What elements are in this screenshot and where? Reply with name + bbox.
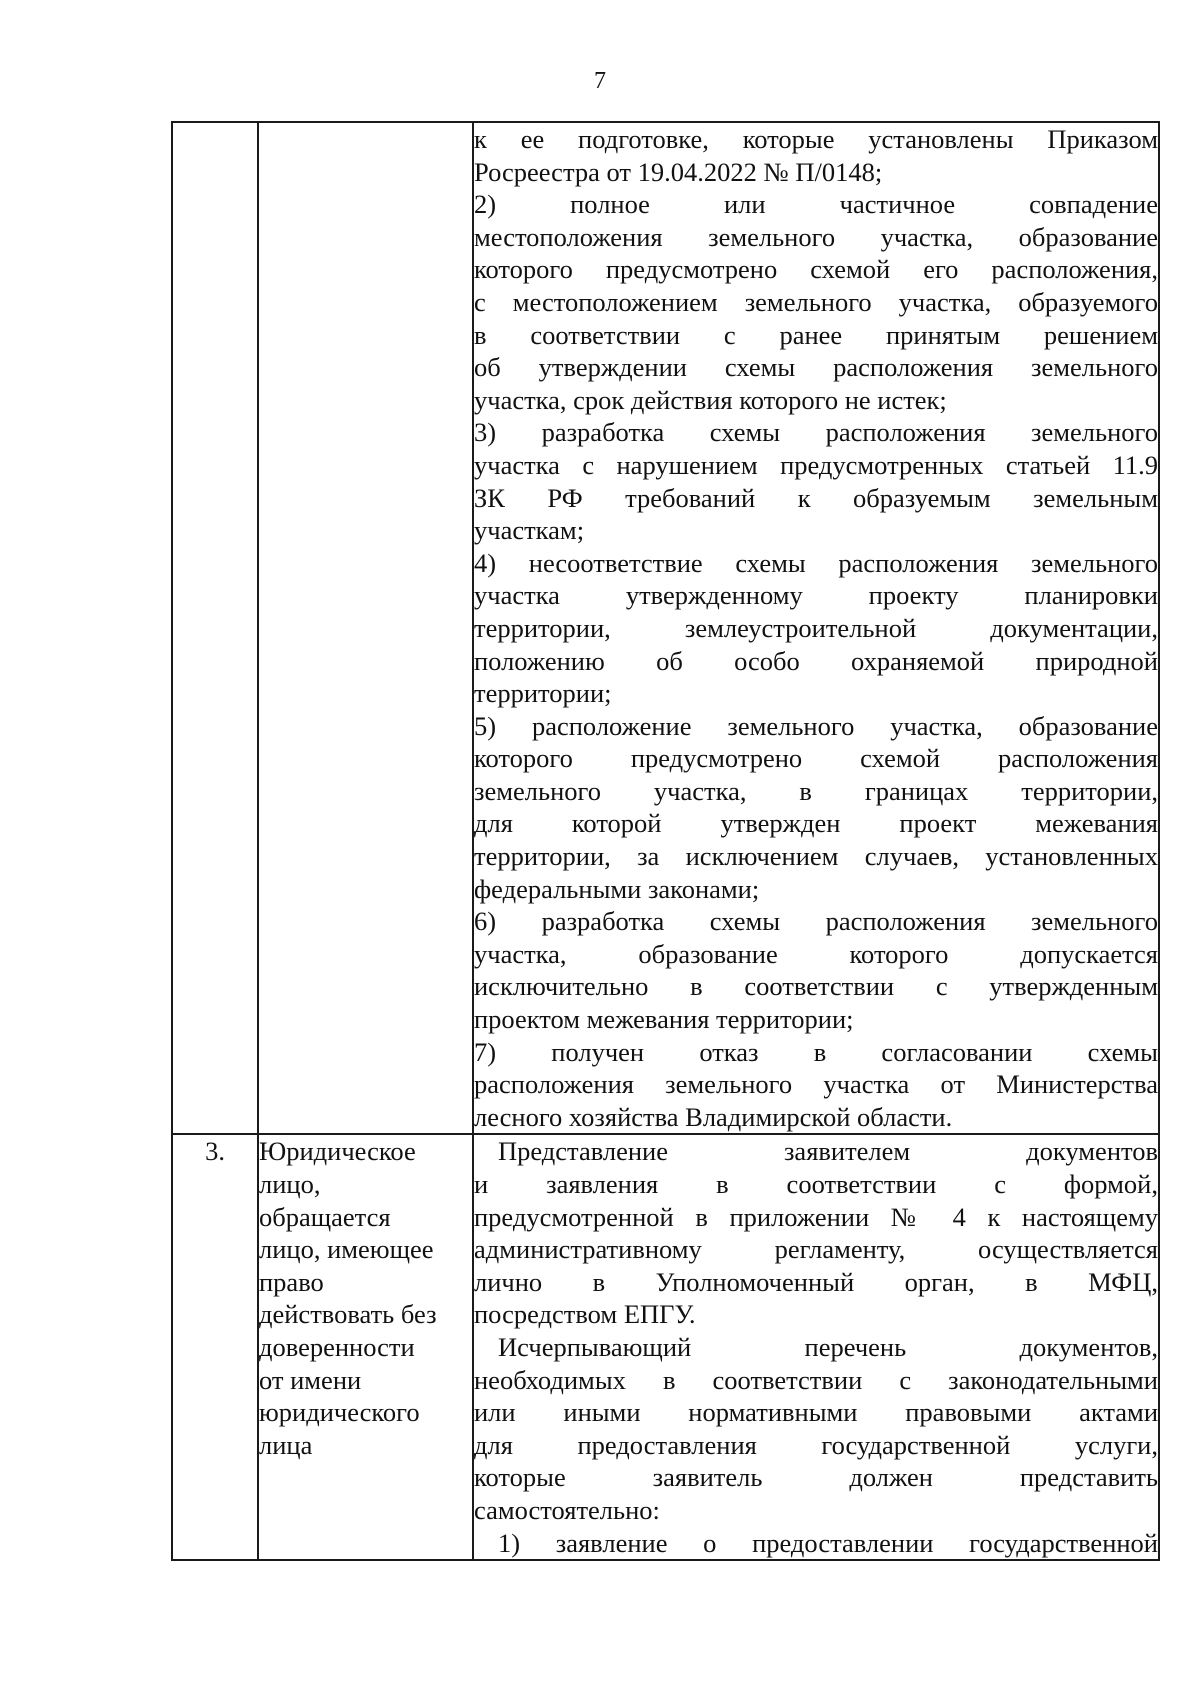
text-line: 5) расположение земельного участка, образование [474, 710, 1158, 741]
text-line: Росреестра от 19.04.2022 № П/0148; [474, 156, 883, 187]
applicant-line: Юридическое [259, 1136, 416, 1167]
applicant-line: лица [259, 1429, 313, 1460]
text-line: или иными нормативными правовыми актами [474, 1397, 1158, 1428]
text-line: 2) полное или частичное совпадение [474, 189, 1158, 220]
text-line: участка, срок действия которого не истек; [474, 384, 947, 415]
documents-text-cell [473, 1134, 1159, 1560]
text-line: самостоятельно: [474, 1494, 660, 1525]
table-row [172, 1134, 1159, 1560]
text-line: проектом межевания территории; [474, 1004, 854, 1035]
text-line: местоположения земельного участка, образование [474, 221, 1158, 252]
applicant-line: право [259, 1266, 324, 1297]
text-line: которого предусмотрено схемой расположения [474, 743, 1158, 774]
applicant-line: от имени [259, 1364, 362, 1395]
text-line: Исчерпывающий перечень документов, [498, 1331, 1158, 1362]
text-line: об утверждении схемы расположения земельного [474, 352, 1158, 383]
page-number: 7 [594, 68, 606, 94]
text-line: участка с нарушением предусмотренных статьей 11.9 [474, 449, 1158, 480]
applicant-line: лицо, [259, 1169, 321, 1199]
text-line: и заявления в соответствии с формой, [474, 1169, 1158, 1199]
text-line: 4) несоответствие схемы расположения земельного [474, 547, 1158, 578]
text-line: для которой утвержден проект межевания [474, 808, 1158, 839]
text-line: посредством ЕПГУ. [474, 1299, 696, 1330]
text-line: в соответствии с ранее принятым решением [474, 319, 1158, 350]
applicant-line: обращается [259, 1201, 391, 1232]
text-line: административному регламенту, осуществляется [474, 1234, 1158, 1265]
text-line: территории; [474, 678, 612, 709]
grounds-text-cell [473, 122, 1159, 1134]
text-line: положению об особо охраняемой природной [474, 645, 1158, 676]
applicant-line: лицо, имеющее [259, 1234, 434, 1265]
text-line: необходимых в соответствии с законодательными [474, 1364, 1158, 1395]
table-row [172, 122, 1159, 1134]
row-number-cell [172, 122, 258, 1134]
text-line: лично в Уполномоченный орган, в МФЦ, [474, 1266, 1158, 1297]
text-line: исключительно в соответствии с утвержденным [474, 971, 1158, 1002]
requirements-table [171, 121, 1160, 1561]
row-number-cell: 3. [172, 1134, 258, 1560]
text-line: ЗК РФ требований к образуемым земельным [474, 482, 1158, 513]
text-line: 1) заявление о предоставлении государственной [498, 1527, 1158, 1558]
text-line: территории, за исключением случаев, установленных [474, 841, 1158, 872]
applicant-line: юридического [259, 1397, 420, 1428]
text-line: к ее подготовке, которые установлены Приказом [474, 124, 1158, 154]
text-line: 3) разработка схемы расположения земельного [474, 417, 1158, 448]
text-line: 6) разработка схемы расположения земельного [474, 906, 1158, 937]
text-line: расположения земельного участка от Министерства [474, 1069, 1158, 1100]
text-line: которые заявитель должен представить [474, 1462, 1158, 1493]
text-line: предусмотренной в приложении № 4 к настоящему [474, 1201, 1158, 1232]
text-line: для предоставления государственной услуги, [474, 1429, 1158, 1460]
text-line: 7) получен отказ в согласовании схемы [474, 1036, 1158, 1067]
applicant-cell [258, 1134, 473, 1560]
text-line: лесного хозяйства Владимирской области. [474, 1101, 953, 1132]
text-line: участкам; [474, 515, 585, 546]
text-line: территории, землеустроительной документации, [474, 612, 1158, 643]
text-line: земельного участка, в границах территории, [474, 775, 1158, 806]
text-line: Представление заявителем документов [498, 1136, 1158, 1167]
applicant-line: доверенности [259, 1331, 415, 1362]
text-line: которого предусмотрено схемой его расположения, [474, 254, 1158, 285]
text-line: федеральными законами; [474, 873, 760, 904]
applicant-cell [258, 122, 473, 1134]
applicant-line: действовать без [259, 1299, 437, 1330]
text-line: участка утвержденному проекту планировки [474, 580, 1158, 611]
text-line: с местоположением земельного участка, образуемого [474, 286, 1158, 317]
text-line: участка, образование которого допускается [474, 938, 1158, 969]
